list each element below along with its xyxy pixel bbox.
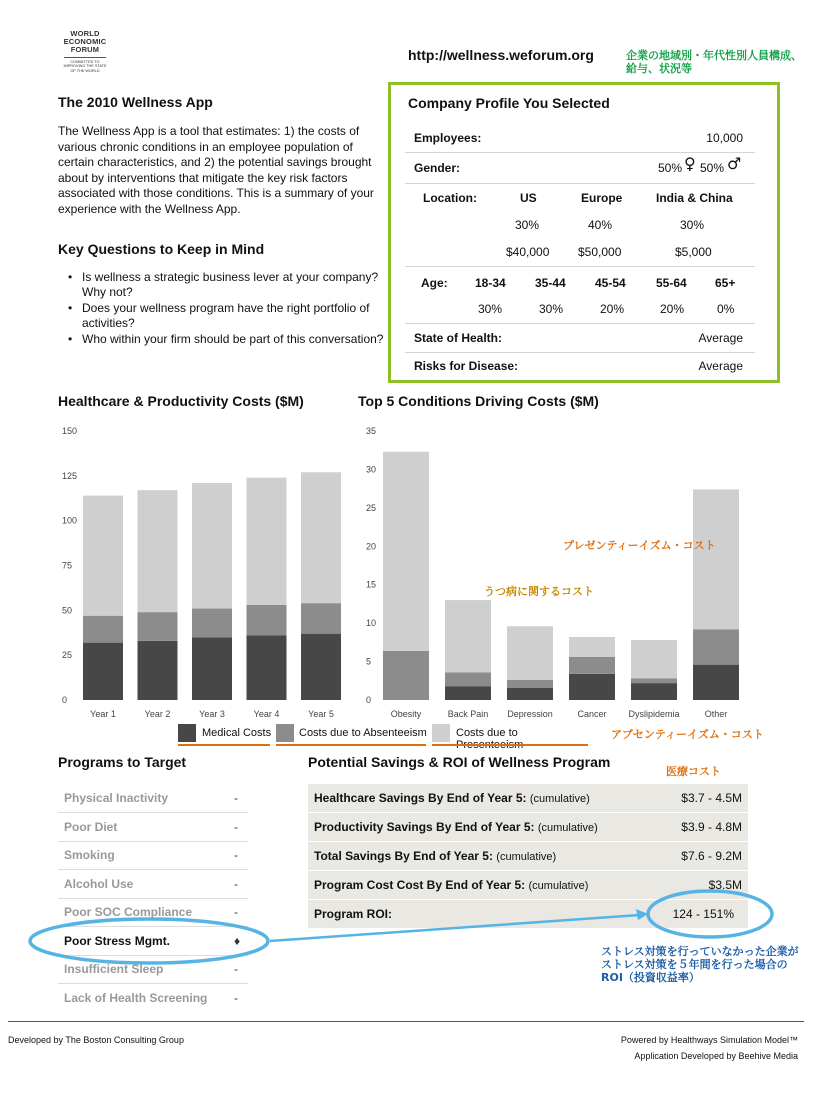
programs-title: Programs to Target: [58, 754, 187, 770]
y-tick-label: 20: [366, 541, 377, 552]
logo-line-1: WORLD: [70, 29, 100, 38]
bar-segment-presenteeism: [383, 452, 429, 651]
risk-label: Risks for Disease:: [414, 359, 519, 373]
location-india-china-pct: 30%: [680, 218, 705, 232]
location-us-pct: 30%: [515, 218, 540, 232]
program-name: Lack of Health Screening: [64, 991, 208, 1005]
program-mark: -: [234, 820, 238, 834]
bar-segment-medical: [83, 643, 123, 700]
y-tick-label: 30: [366, 464, 377, 475]
x-tick-label: Obesity: [390, 709, 422, 719]
footer-right-1: Powered by Healthways Simulation Model™: [620, 1035, 798, 1045]
age-range: 65+: [715, 276, 736, 290]
annotation-absenteeism: アブセンティーイズム・コスト: [611, 728, 764, 741]
bar-segment-presenteeism: [138, 490, 178, 612]
bar-segment-absenteeism: [693, 629, 739, 664]
gender-female-value: 50%: [658, 161, 683, 175]
location-india-china-salary: $5,000: [675, 245, 712, 259]
y-tick-label: 150: [62, 426, 78, 436]
roi-value: 124 - 151%: [672, 907, 734, 921]
bar-segment-absenteeism: [247, 605, 287, 635]
key-question-item: • Is wellness a strategic business lever at your company? Why not?: [58, 270, 388, 300]
site-url[interactable]: http://wellness.weforum.org: [408, 47, 594, 63]
bar-segment-presenteeism: [507, 626, 553, 680]
profile-annotation-line-1: 企業の地域別・年代性別人員構成、: [626, 49, 802, 62]
program-mark: -: [234, 848, 238, 862]
age-pct: 20%: [600, 302, 625, 316]
savings-label: Healthcare Savings By End of Year 5:: [314, 791, 527, 805]
savings-value: $3.9 - 4.8M: [681, 820, 742, 834]
program-name: Physical Inactivity: [64, 791, 169, 805]
x-tick-label: Other: [704, 709, 728, 719]
roi-annotation: [601, 945, 799, 984]
y-tick-label: 50: [62, 605, 73, 616]
legend-absenteeism: Costs due to Absenteeism: [299, 727, 427, 739]
program-mark: -: [234, 791, 238, 805]
program-name: Poor Stress Mgmt.: [64, 934, 171, 948]
age-pct: 30%: [539, 302, 564, 316]
x-tick-label: Year 4: [253, 709, 280, 719]
bar-segment-medical: [569, 674, 615, 700]
bar-segment-presenteeism: [192, 483, 232, 609]
bar-segment-absenteeism: [383, 651, 429, 700]
age-range: 55-64: [656, 276, 687, 290]
age-pct: 0%: [717, 302, 735, 316]
bar-segment-absenteeism: [445, 672, 491, 686]
location-us-salary: $40,000: [506, 245, 550, 259]
profile-title: Company Profile You Selected: [408, 95, 610, 111]
age-range: 35-44: [535, 276, 566, 290]
bar-segment-presenteeism: [83, 496, 123, 616]
key-question-item: • Who within your firm should be part of this conversation?: [58, 332, 388, 347]
x-tick-label: Year 3: [199, 709, 225, 719]
age-range: 18-34: [475, 276, 506, 290]
conditions-costs-chart: [366, 426, 739, 719]
bar-segment-absenteeism: [301, 603, 341, 633]
program-item[interactable]: [58, 813, 248, 842]
age-pct: 20%: [660, 302, 685, 316]
logo-tag-1: COMMITTED TO: [70, 60, 100, 64]
bar-segment-presenteeism: [247, 478, 287, 605]
age-label: Age:: [421, 276, 448, 290]
logo-tag-2: IMPROVING THE STATE: [63, 64, 107, 69]
program-name: Poor Diet: [64, 820, 118, 834]
savings-row: [308, 842, 748, 871]
x-tick-label: Dyslipidemia: [628, 709, 680, 719]
legend-swatch-absenteeism: [276, 724, 294, 742]
savings-label: Productivity Savings By End of Year 5:: [314, 820, 535, 834]
profile-annotation: [626, 49, 802, 75]
y-tick-label: 0: [62, 695, 68, 705]
bar-segment-medical: [631, 683, 677, 700]
chart-legend: [178, 724, 588, 751]
bar-segment-medical: [247, 635, 287, 700]
footer-right-2: Application Developed by Beehive Media: [634, 1051, 798, 1061]
profile-gender-row: [405, 153, 755, 184]
key-questions-title: Key Questions to Keep in Mind: [58, 241, 265, 257]
y-tick-label: 35: [366, 426, 377, 436]
savings-label: Program Cost Cost By End of Year 5:: [314, 878, 526, 892]
gender-label: Gender:: [414, 161, 461, 175]
program-mark: -: [234, 991, 238, 1005]
savings-note: (cumulative): [537, 822, 598, 834]
y-tick-label: 100: [62, 515, 78, 526]
wef-logo: [58, 30, 112, 73]
annotation-medical: 医療コスト: [666, 765, 721, 778]
selected-diamond-icon: ♦: [234, 934, 241, 948]
savings-note: (cumulative): [496, 851, 557, 863]
bar-segment-absenteeism: [192, 609, 232, 638]
program-mark: -: [234, 905, 238, 919]
savings-value: $7.6 - 9.2M: [681, 849, 742, 863]
bar-segment-absenteeism: [631, 678, 677, 683]
bar-segment-presenteeism: [301, 472, 341, 603]
annotation-depression: うつ病に関するコスト: [484, 585, 594, 598]
x-tick-label: Depression: [507, 709, 553, 719]
profile-risk-row: [405, 353, 755, 377]
healthcare-chart-title: Healthcare & Productivity Costs ($M): [58, 393, 304, 409]
key-question-item: • Does your wellness program have the right portfolio of activities?: [58, 301, 388, 331]
savings-note: (cumulative): [529, 793, 590, 805]
conditions-chart-title: Top 5 Conditions Driving Costs ($M): [358, 393, 599, 409]
profile-location-row: [405, 184, 755, 267]
program-mark: -: [234, 877, 238, 891]
savings-value: $3.5M: [708, 878, 742, 892]
y-tick-label: 0: [366, 695, 372, 705]
intro-text: The Wellness App is a tool that estimates: 1) the costs of various chronic conditions in an employee population of certain characteristics, and 2) the potential savings brought about by interventions that mitigate the key risk factors associated with those conditions. This is a summary of your experience with the Wellness App.: [58, 124, 374, 216]
y-tick-label: 125: [62, 470, 78, 481]
bar-segment-presenteeism: [445, 600, 491, 672]
legend-swatch-presenteeism: [432, 724, 450, 742]
savings-row: [308, 813, 748, 842]
bar-segment-medical: [693, 665, 739, 700]
bar-segment-medical: [507, 688, 553, 700]
savings-value: $3.7 - 4.5M: [681, 791, 742, 805]
logo-tag-3: OF THE WORLD: [70, 68, 100, 73]
x-tick-label: Back Pain: [447, 709, 489, 719]
bar-segment-presenteeism: [631, 640, 677, 678]
program-mark: -: [234, 962, 238, 976]
location-us: US: [520, 191, 537, 205]
bar-segment-medical: [192, 637, 232, 700]
y-tick-label: 25: [62, 650, 73, 661]
bar-segment-absenteeism: [569, 657, 615, 674]
location-india-china: India & China: [656, 191, 733, 205]
bar-segment-absenteeism: [138, 612, 178, 641]
bar-segment-presenteeism: [693, 489, 739, 629]
savings-title: Potential Savings & ROI of Wellness Program: [308, 754, 611, 770]
health-value: Average: [698, 331, 743, 345]
health-label: State of Health:: [414, 331, 503, 345]
female-symbol-icon: ♀: [684, 154, 696, 173]
intro-title: The 2010 Wellness App: [58, 94, 213, 110]
risk-value: Average: [698, 359, 743, 373]
x-tick-label: Cancer: [577, 709, 607, 719]
program-item[interactable]: [58, 984, 248, 1012]
bar-segment-absenteeism: [507, 680, 553, 688]
location-europe-salary: $50,000: [578, 245, 622, 259]
savings-label: Program ROI:: [314, 907, 393, 921]
x-tick-label: Year 1: [90, 709, 116, 719]
key-questions-list: [58, 270, 388, 348]
profile-age-row: [405, 267, 755, 324]
program-name: Alcohol Use: [64, 877, 134, 891]
employees-label: Employees:: [414, 131, 482, 145]
location-europe: Europe: [581, 191, 623, 205]
gender-male-value: 50%: [700, 161, 725, 175]
y-tick-label: 75: [62, 560, 73, 571]
location-label: Location:: [423, 191, 477, 205]
bar-segment-medical: [445, 686, 491, 700]
program-name: Smoking: [64, 848, 115, 862]
program-item[interactable]: [58, 784, 248, 813]
savings-row: [308, 784, 748, 813]
x-tick-label: Year 2: [144, 709, 171, 719]
profile-annotation-line-2: 給与、状況等: [626, 62, 692, 75]
annotation-presenteeism: プレゼンティーイズム・コスト: [563, 539, 716, 552]
bar-segment-medical: [138, 641, 178, 700]
logo-line-2: ECONOMIC: [63, 37, 107, 46]
program-name: Poor SOC Compliance: [64, 905, 193, 919]
bar-segment-presenteeism: [569, 637, 615, 657]
age-pct: 30%: [478, 302, 503, 316]
program-item[interactable]: [58, 841, 248, 870]
bar-segment-absenteeism: [83, 616, 123, 643]
roi-annotation-line-1: ストレス対策を行っていなかった企業が: [601, 945, 799, 958]
y-tick-label: 10: [366, 618, 377, 629]
male-symbol-icon: ♂: [727, 154, 742, 173]
logo-line-3: FORUM: [70, 45, 100, 54]
savings-label: Total Savings By End of Year 5:: [314, 849, 493, 863]
legend-swatch-medical: [178, 724, 196, 742]
healthcare-costs-chart: [62, 426, 341, 719]
location-europe-pct: 40%: [588, 218, 613, 232]
legend-medical: Medical Costs: [202, 727, 272, 739]
bar-segment-medical: [301, 634, 341, 700]
y-tick-label: 5: [366, 656, 372, 667]
savings-note: (cumulative): [528, 880, 589, 892]
program-name: Insufficient Sleep: [64, 962, 164, 976]
footer-left: Developed by The Boston Consulting Group: [8, 1035, 184, 1045]
profile-health-row: [405, 324, 755, 353]
roi-annotation-line-2: ストレス対策を５年間を行った場合の: [601, 958, 788, 971]
y-tick-label: 15: [366, 579, 377, 590]
profile-employees-row: [405, 123, 755, 153]
legend-presenteeism: Costs due to Presenteeism: [456, 727, 524, 751]
x-tick-label: Year 5: [308, 709, 334, 719]
y-tick-label: 25: [366, 502, 377, 513]
employees-value: 10,000: [706, 131, 743, 145]
age-range: 45-54: [595, 276, 626, 290]
roi-annotation-line-3: ROI（投資収益率）: [601, 971, 700, 984]
